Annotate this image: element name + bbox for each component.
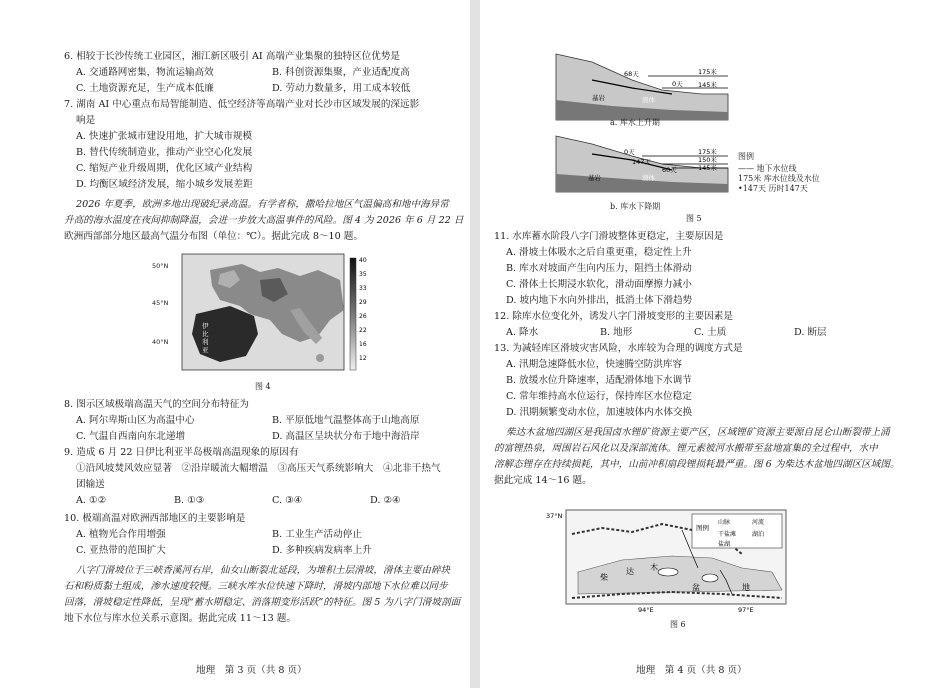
passage3-line1: 柴达木盆地四湖区是我国卤水锂矿资源主要产区，区域锂矿资源主要源自昆仑山断裂带上涌 xyxy=(506,427,890,438)
fig5a-label: 175米 xyxy=(698,68,717,76)
fig5b-label: 147天 xyxy=(632,158,651,166)
q13-option-d: D. 汛期频繁变动水位，加速坡体内水体交换 xyxy=(506,407,693,418)
lat-label-50n: 50°N xyxy=(152,262,169,270)
q6-option-b: B. 科创资源集聚，产业适配度高 xyxy=(272,67,410,78)
legend-value: 33 xyxy=(359,285,367,292)
legend-value: 22 xyxy=(359,327,367,334)
legend-value: 12 xyxy=(359,355,367,362)
figure5-legend-title: 图例 xyxy=(738,152,754,161)
q12-option-c: C. 土质 xyxy=(694,327,727,338)
q8-option-d: D. 高温区呈块状分布于地中海沿岸 xyxy=(272,431,420,442)
figure4-temperature-map xyxy=(150,250,380,376)
iberia-label: 伊比利亚 xyxy=(202,322,209,354)
fig5b-label: 60天 xyxy=(662,166,677,174)
figure5b-caption: b. 库水下降期 xyxy=(610,202,661,211)
passage1-line2: 升高的海水温度在夜间抑制降温，会进一步放大高温事件的风险。图 4 为 2026 年 6 月 22 日 xyxy=(64,215,464,226)
fig5a-label: 0天 xyxy=(672,80,683,88)
legend-item-river: 河流 xyxy=(752,519,765,526)
page-gutter xyxy=(470,0,480,688)
lat-label-40n: 40°N xyxy=(152,338,169,346)
lake-marker xyxy=(702,574,718,582)
figure5a-caption: a. 库水上升期 xyxy=(610,118,660,127)
legend-value: 16 xyxy=(359,341,367,348)
passage3-line3: 溶解态锂存在持续损耗，其中，山前冲积扇段锂损耗最严重。图 6 为柴达木盆地四湖区区域图。 xyxy=(494,459,900,470)
fig5b-label: 175米 xyxy=(698,148,717,156)
q13-option-a: A. 汛期急速降低水位，快速腾空防洪库容 xyxy=(506,359,683,370)
q10-option-a: A. 植物光合作用增强 xyxy=(76,529,166,540)
q9-option-a: A. ①② xyxy=(76,495,107,506)
q9-stem: 9. 造成 6 月 22 日伊比利亚半岛极端高温现象的原因有 xyxy=(64,447,299,458)
passage3-line4: 据此完成 14～16 题。 xyxy=(494,475,592,486)
figure6-caption: 图 6 xyxy=(670,620,686,629)
map-letter: 柴 xyxy=(600,573,608,582)
figure5-legend-item: 175米 库水位线及水位 xyxy=(738,174,820,183)
q6-option-d: D. 劳动力数量多，用工成本较低 xyxy=(272,83,411,94)
map-letter: 达 xyxy=(626,567,634,576)
passage2-line3: 回落，滑坡稳定性降低，呈现“蓄水期稳定、消落期变形活跃”的特征。图 5 为八字门滑坡剖面 xyxy=(64,597,461,608)
legend-value: 40 xyxy=(359,257,367,264)
fig5a-label: 滑体 xyxy=(642,96,655,104)
q7-stem-line2: 响是 xyxy=(76,115,96,126)
fig5b-label: 145米 xyxy=(698,164,717,172)
figure6-qaidam-map xyxy=(542,494,812,616)
q9-items-line2: 团输送 xyxy=(76,479,105,490)
q9-option-d: D. ②④ xyxy=(370,495,401,506)
passage2-line2: 石和粉质黏土组成，渗水速度较慢。三峡水库水位快速下降时，滑坡内部地下水位难以同步 xyxy=(64,581,448,592)
q12-option-d: D. 断层 xyxy=(794,327,827,338)
q6-stem: 6. 相较于长沙传统工业园区，湘江新区吸引 AI 高端产业集聚的独特区位优势是 xyxy=(64,51,401,62)
q6-option-c: C. 土地资源充足，生产成本低廉 xyxy=(76,83,214,94)
fig5a-label: 68天 xyxy=(624,70,639,78)
legend-item-mountain: 山脉 xyxy=(718,519,731,526)
q13-option-b: B. 放缓水位升降速率，适配滑体地下水调节 xyxy=(506,375,692,386)
figure5-legend-item: •147天 历时147天 xyxy=(738,184,808,193)
q11-option-b: B. 库水对坡面产生向内压力，阻挡土体滑动 xyxy=(506,263,692,274)
legend-value: 29 xyxy=(359,299,367,306)
fig5b-label: 0天 xyxy=(624,148,635,156)
passage1-line1: 2026 年夏季，欧洲多地出现破纪录高温。有学者称，撒哈拉地区气温偏高和地中海异常 xyxy=(76,199,449,210)
figure5-panel-b xyxy=(552,130,732,200)
page3-footer: 地理 第 3 页（共 8 页） xyxy=(196,665,307,676)
q9-option-b: B. ①③ xyxy=(174,495,205,506)
passage2-line1: 八字门滑坡位于三峡香溪河右岸，仙女山断裂北延段，为堆积土层滑坡，滑体主要由碎块 xyxy=(76,565,451,576)
q12-stem: 12. 除库水位变化外，诱发八字门滑坡变形的主要因素是 xyxy=(494,311,733,322)
q7-option-b: B. 替代传统制造业，推动产业空心化发展 xyxy=(76,147,253,158)
lon-label-97e: 97°E xyxy=(738,606,754,614)
map-letter: 木 xyxy=(650,563,658,572)
legend-value: 26 xyxy=(359,313,367,320)
passage2-line4: 地下水位与库水位关系示意图。据此完成 11～13 题。 xyxy=(64,613,296,624)
q13-stem: 13. 为减轻库区滑坡灾害风险，水库较为合理的调度方式是 xyxy=(494,343,743,354)
q8-option-a: A. 阿尔卑斯山区为高温中心 xyxy=(76,415,195,426)
figure5-legend-item: —— 地下水位线 xyxy=(738,164,797,173)
figure4-caption: 图 4 xyxy=(255,382,271,391)
q10-option-d: D. 多种疾病发病率上升 xyxy=(272,545,372,556)
q10-option-c: C. 亚热带的范围扩大 xyxy=(76,545,166,556)
map-letter: 盆 xyxy=(692,583,700,592)
map-letter: 地 xyxy=(742,583,750,592)
q12-option-a: A. 降水 xyxy=(506,327,539,338)
q10-option-b: B. 工业生产活动停止 xyxy=(272,529,362,540)
right-page xyxy=(480,0,950,688)
lat-label-37n: 37°N xyxy=(546,512,563,520)
q8-option-c: C. 气温自西南向东北递增 xyxy=(76,431,186,442)
fig5b-label: 150米 xyxy=(698,156,717,164)
q12-option-b: B. 地形 xyxy=(600,327,633,338)
passage1-line3: 欧洲西部部分地区最高气温分布图（单位：℃）。据此完成 8～10 题。 xyxy=(64,231,363,242)
lon-label-94e: 94°E xyxy=(638,606,654,614)
q7-option-d: D. 均衡区域经济发展，缩小城乡发展差距 xyxy=(76,179,253,190)
figure5-caption: 图 5 xyxy=(686,214,702,223)
legend-value: 35 xyxy=(359,271,367,278)
q7-stem-line1: 7. 湖南 AI 中心重点布局智能制造、低空经济等高端产业对长沙市区域发展的深远影 xyxy=(64,99,420,110)
q13-option-c: C. 常年维持高水位运行，保持库区水位稳定 xyxy=(506,391,692,402)
fig5a-label: 基岩 xyxy=(592,94,605,102)
q11-stem: 11. 水库蓄水阶段八字门滑坡整体更稳定，主要原因是 xyxy=(494,231,724,242)
q7-option-c: C. 缩短产业升级周期，优化区域产业结构 xyxy=(76,163,253,174)
fig5b-label: 基岩 xyxy=(588,174,601,182)
legend-item-salt-lake: 盐湖 xyxy=(718,541,731,548)
q11-option-c: C. 滑体土长期浸水软化，滑动面摩擦力减小 xyxy=(506,279,692,290)
q6-option-a: A. 交通路网密集，物流运输高效 xyxy=(76,67,214,78)
q8-stem: 8. 图示区域极端高温天气的空间分布特征为 xyxy=(64,399,249,410)
figure6-legend-title: 图例 xyxy=(696,524,709,532)
legend-item-lake: 湖泊 xyxy=(752,531,765,538)
q9-items-line1: ①沿风坡焚风效应显著 ②沿岸暖流大幅增温 ③高压天气系统影响大 ④北非干热气 xyxy=(76,463,441,474)
q9-option-c: C. ③④ xyxy=(272,495,303,506)
page4-footer: 地理 第 4 页（共 8 页） xyxy=(636,665,747,676)
q8-option-b: B. 平原低地气温整体高于山地高原 xyxy=(272,415,420,426)
q10-stem: 10. 极端高温对欧洲西部地区的主要影响是 xyxy=(64,513,246,524)
legend-item-salt-flat: 干盐滩 xyxy=(718,531,737,538)
fig5b-label: 滑体 xyxy=(642,174,655,182)
left-page xyxy=(0,0,470,688)
passage3-line2: 的富锂热泉，周围岩石风化以及深部流体。锂元素被河水搬带至盆地富集的全过程中，水中 xyxy=(494,443,878,454)
lat-label-45n: 45°N xyxy=(152,299,169,307)
legend-color-bar xyxy=(350,258,356,370)
q7-option-a: A. 快速扩张城市建设用地，扩大城市规模 xyxy=(76,131,253,142)
fig5a-label: 145米 xyxy=(698,81,717,89)
q11-option-a: A. 滑坡土体吸水之后自重更重，稳定性上升 xyxy=(506,247,692,258)
lake-marker xyxy=(658,568,678,576)
q11-option-d: D. 坡内地下水向外排出，抵消土体下滑趋势 xyxy=(506,295,693,306)
